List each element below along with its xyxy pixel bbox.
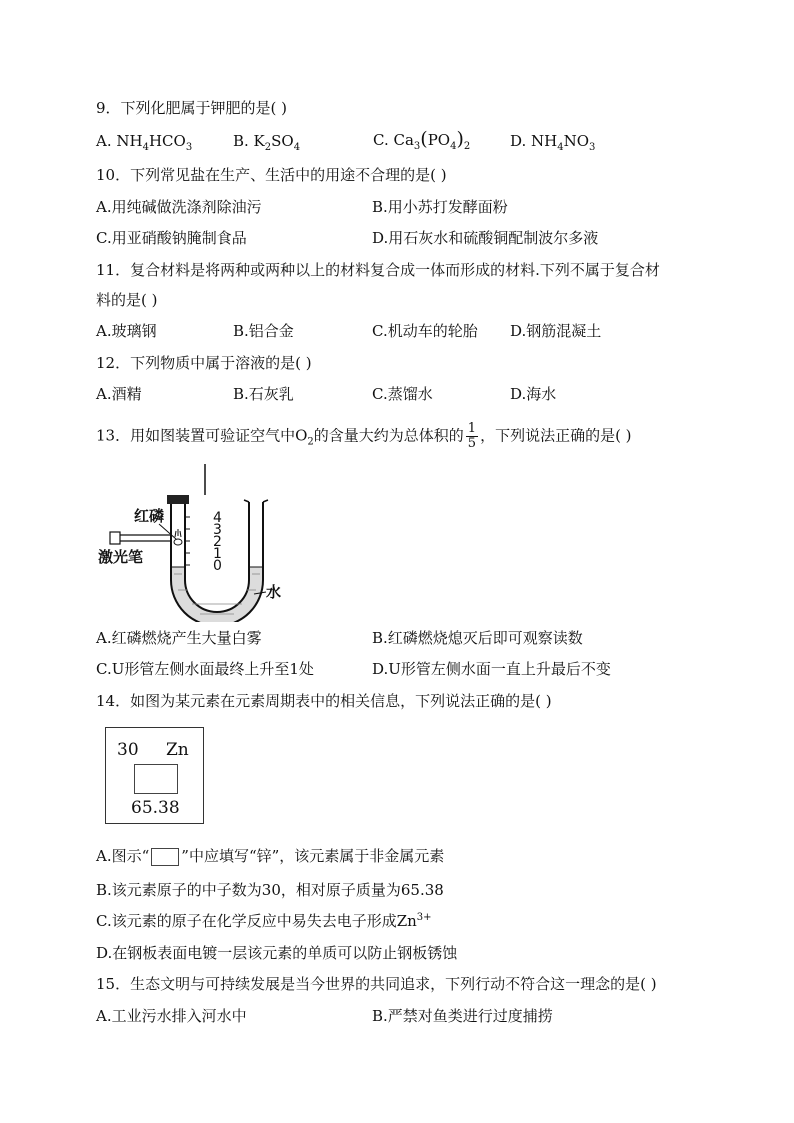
q10-option-b: B.用小苏打发酵面粉	[372, 198, 508, 216]
atomic-mass: 65.38	[131, 798, 180, 818]
q15-option-b: B.严禁对鱼类进行过度捕捞	[372, 1007, 553, 1025]
q11-option-b: B.铝合金	[233, 322, 294, 340]
label-red-phosphorus: 红磷	[134, 507, 165, 525]
q14-stem: 14．如图为某元素在元素周期表中的相关信息，下列说法正确的是( )	[96, 692, 552, 710]
q12-stem: 12．下列物质中属于溶液的是( )	[96, 354, 312, 372]
atomic-number: 30	[117, 740, 139, 760]
q11-stem-line2: 料的是( )	[96, 291, 158, 309]
q12-option-b: B.石灰乳	[233, 385, 294, 403]
element-tile	[105, 727, 204, 824]
q12-option-d: D.海水	[510, 385, 557, 403]
q10-stem: 10．下列常见盐在生产、生活中的用途不合理的是( )	[96, 166, 447, 184]
q13-stem: 13．用如图装置可验证空气中$O_2$的含量大约为总体积的 $\frac{1}{5}$ ，下列说法正确的是( )	[96, 421, 632, 451]
blank-box-inline	[151, 848, 179, 866]
q13-option-c: C.U形管左侧水面最终上升至1处	[96, 660, 314, 678]
q12-option-a: A.酒精	[96, 385, 142, 403]
q11-stem-line1: 11．复合材料是将两种或两种以上的材料复合成一体而形成的材料.下列不属于复合材	[96, 261, 660, 279]
q12-option-c: C.蒸馏水	[372, 385, 433, 403]
q11-option-c: C.机动车的轮胎	[372, 322, 478, 340]
q13-option-b: B.红磷燃烧熄灭后即可观察读数	[372, 629, 583, 647]
q14-option-d: D.在钢板表面电镀一层该元素的单质可以防止钢板锈蚀	[96, 944, 458, 962]
label-water: 水	[266, 583, 282, 601]
q13-option-d: D.U形管左侧水面一直上升最后不变	[372, 660, 611, 678]
q9-option-c: C. $Ca_3(PO_4)_2$	[373, 128, 471, 152]
q13-option-a: A.红磷燃烧产生大量白雾	[96, 629, 262, 647]
q14-option-c: C.该元素的原子在化学反应中易失去电子形成$Zn^{3+}$	[96, 912, 432, 930]
element-name-blank-box	[134, 764, 178, 794]
fraction-one-fifth: $\frac{1}{5}$	[467, 421, 477, 451]
q14-option-a: A.图示“ ”中应填写“锌”，该元素属于非金属元素	[96, 847, 445, 865]
scale-4: 4	[213, 510, 222, 526]
q15-stem: 15．生态文明与可持续发展是当今世界的共同追求，下列行动不符合这一理念的是( )	[96, 975, 657, 993]
scale-1: 1	[213, 546, 222, 562]
q9-option-b: B. $K_2SO_4$	[233, 132, 301, 153]
scale-2: 2	[213, 534, 222, 550]
label-laser-pen: 激光笔	[98, 548, 144, 566]
q11-option-d: D.钢筋混凝土	[510, 322, 602, 340]
q15-option-a: A.工业污水排入河水中	[96, 1007, 247, 1025]
q11-option-a: A.玻璃钢	[96, 322, 157, 340]
scale-0: 0	[213, 558, 222, 574]
q13-u-tube-apparatus-diagram	[96, 462, 306, 622]
q9-stem: 9．下列化肥属于钾肥的是( )	[96, 99, 288, 117]
element-symbol: Zn	[166, 740, 189, 760]
q9-option-a: A. $NH_4HCO_3$	[96, 132, 193, 153]
q10-option-c: C.用亚硝酸钠腌制食品	[96, 229, 247, 247]
q10-option-a: A.用纯碱做洗涤剂除油污	[96, 198, 262, 216]
q14-option-b: B.该元素原子的中子数为30，相对原子质量为65.38	[96, 881, 444, 899]
scale-3: 3	[213, 522, 222, 538]
q9-option-d: D. $NH_4NO_3$	[510, 132, 596, 153]
q10-option-d: D.用石灰水和硫酸铜配制波尔多液	[372, 229, 599, 247]
